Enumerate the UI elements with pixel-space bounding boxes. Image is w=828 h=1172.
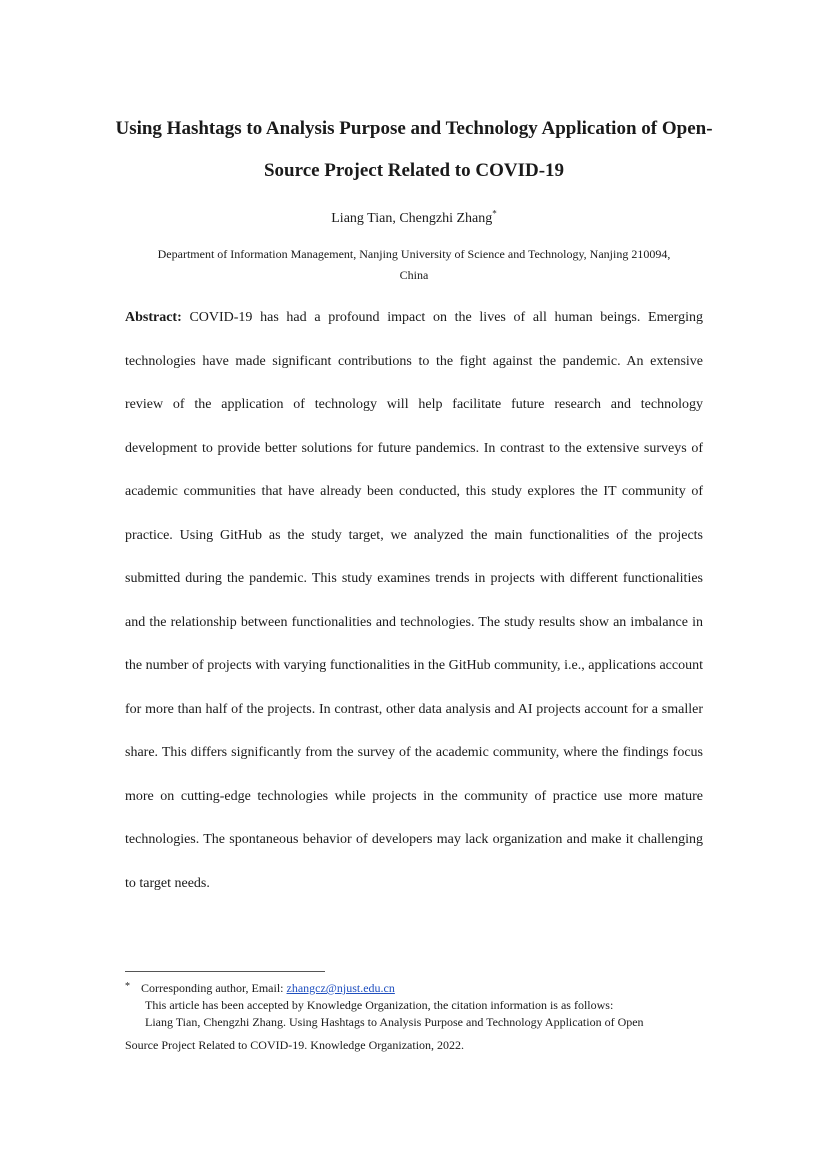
corresponding-author-mark: * xyxy=(492,208,497,219)
corresponding-author-line xyxy=(125,980,703,997)
affiliation: Department of Information Management, Nanjing University of Science and Technology, Nanjing 210094, China xyxy=(157,247,671,282)
footnote-divider xyxy=(125,971,325,972)
abstract xyxy=(125,296,703,905)
corresponding-prefix: Corresponding author, Email: xyxy=(141,981,287,995)
email-link[interactable]: zhangcz@njust.edu.cn xyxy=(286,981,395,995)
accepted-note: This article has been accepted by Knowledge Organization, the citation information is as follows: xyxy=(145,998,614,1012)
footnote xyxy=(125,980,703,1054)
authors-text: Liang Tian, Chengzhi Zhang xyxy=(331,211,493,226)
footnote-mark: * xyxy=(125,981,130,992)
author-list xyxy=(0,209,828,229)
paper-title: Using Hashtags to Analysis Purpose and Technology Application of Open-Source Project Related to COVID-19 xyxy=(115,118,713,181)
abstract-text: COVID-19 has had a profound impact on the lives of all human beings. Emerging technologies have made significant contributions to the fight against the pandemic. An extensive review of the application of technology will help facilitate future research and technology development to provide better solutions for future pandemics. In contrast to the extensive surveys of academic communities that have already been conducted, this study explores the IT community of practice. Using GitHub as the study target, we analyzed the main functionalities of the projects submitted during the pandemic. This study examines trends in projects with different functionalities and the relationship between functionalities and technologies. The study results show an imbalance in the number of projects with varying functionalities in the GitHub community, i.e., applications account for more than half of the projects. In contrast, other data analysis and AI projects account for a smaller share. This differs significantly from the survey of the academic community, where the findings focus more on cutting-edge technologies while projects in the community of practice use more mature technologies. The spontaneous behavior of developers may lack organization and make it challenging to target needs. xyxy=(125,310,703,891)
abstract-label: Abstract: xyxy=(125,310,182,325)
citation-line-1: Liang Tian, Chengzhi Zhang. Using Hashtags to Analysis Purpose and Technology Application of Open xyxy=(145,1015,644,1029)
citation-line-2: Source Project Related to COVID-19. Knowledge Organization, 2022. xyxy=(125,1038,465,1052)
